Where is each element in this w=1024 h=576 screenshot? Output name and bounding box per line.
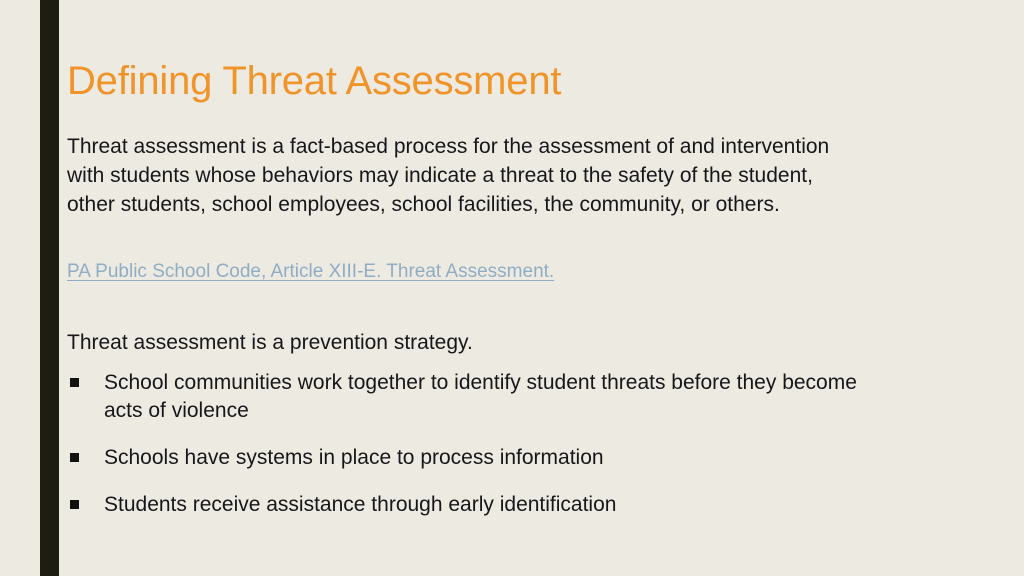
left-accent-bar [40, 0, 59, 576]
list-item-label: Schools have systems in place to process information [104, 446, 604, 469]
list-item [67, 369, 857, 425]
slide-content [67, 0, 857, 576]
square-bullet-icon [70, 500, 79, 509]
list-item [67, 444, 857, 472]
prevention-statement: Threat assessment is a prevention strategy. [67, 331, 473, 354]
square-bullet-icon [70, 453, 79, 462]
page-title: Defining Threat Assessment [67, 59, 562, 103]
list-item-label: School communities work together to identify student threats before they become acts of violence [104, 371, 857, 422]
list-item [67, 491, 857, 519]
definition-paragraph: Threat assessment is a fact-based process for the assessment of and intervention with students whose behaviors may indicate a threat to the safety of the student, other students, school employees, school facilities, the community, or others. [67, 135, 830, 216]
source-citation-link[interactable]: PA Public School Code, Article XIII-E. Threat Assessment. [67, 261, 555, 282]
list-item-label: Students receive assistance through early identification [104, 493, 617, 516]
square-bullet-icon [70, 378, 79, 387]
bullet-list [67, 369, 857, 519]
